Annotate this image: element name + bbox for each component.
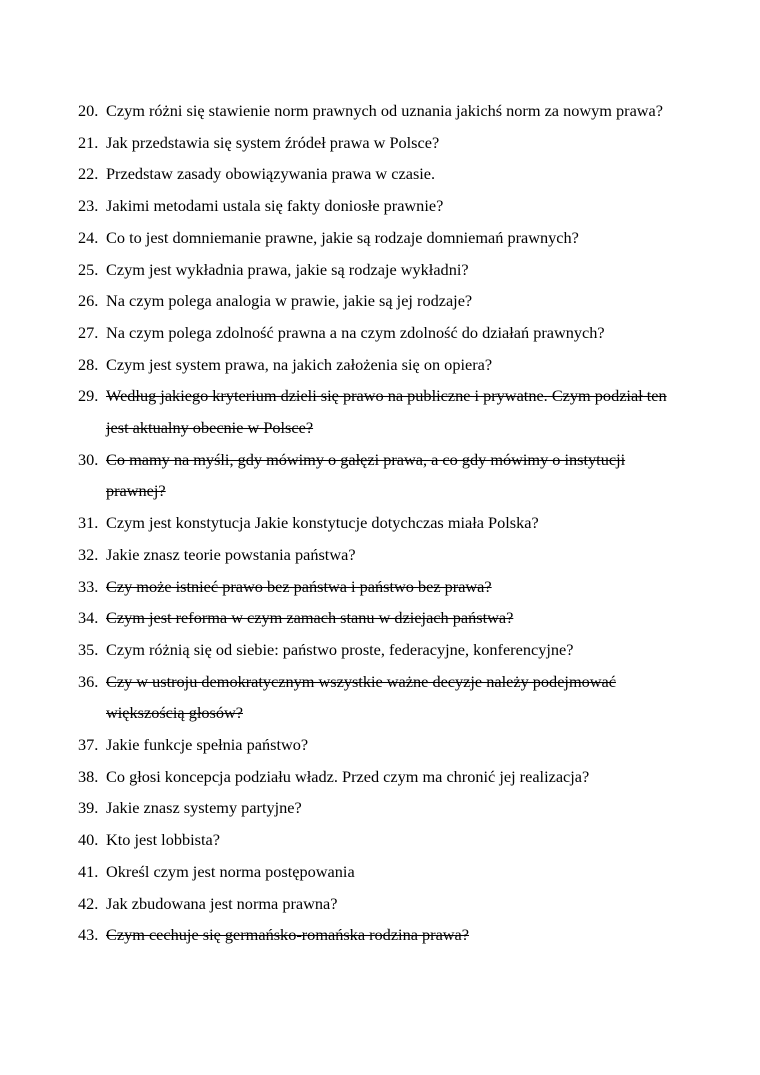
question-text: Jakimi metodami ustala się fakty doniosłe prawnie? (106, 196, 444, 216)
question-number: 25. (78, 259, 99, 279)
question-27 (78, 317, 678, 349)
question-text: Jak przedstawia się system źródeł prawa w Polsce? (106, 132, 440, 152)
question-25 (78, 254, 678, 286)
question-33 (78, 571, 678, 603)
question-text: Czy w ustroju demokratycznym wszystkie ważne decyzje należy podejmować większością głosów? (106, 671, 616, 723)
question-number: 38. (78, 766, 99, 786)
question-number: 37. (78, 735, 99, 755)
question-34 (78, 602, 678, 634)
question-number: 27. (78, 322, 99, 342)
question-number: 33. (78, 576, 99, 596)
question-text: Czy może istnieć prawo bez państwa i państwo bez prawa? (106, 576, 492, 596)
question-text: Czym jest reforma w czym zamach stanu w dziejach państwa? (106, 608, 514, 628)
question-text: Jakie znasz teorie powstania państwa? (106, 544, 356, 564)
question-26 (78, 285, 678, 317)
question-text: Co mamy na myśli, gdy mówimy o gałęzi prawa, a co gdy mówimy o instytucji prawnej? (106, 449, 626, 501)
question-text: Przedstaw zasady obowiązywania prawa w czasie. (106, 164, 436, 184)
question-number: 35. (78, 639, 99, 659)
question-text: Czym różni się stawienie norm prawnych od uznania jakichś norm za nowym prawa? (106, 101, 664, 120)
question-29 (78, 380, 678, 443)
question-text: Na czym polega zdolność prawna a na czym zdolność do działań prawnych? (106, 322, 605, 342)
question-39 (78, 792, 678, 824)
question-38 (78, 761, 678, 793)
question-text: Według jakiego kryterium dzieli się prawo na publiczne i prywatne. Czym podział ten jest aktualny obecnie w Polsce? (106, 386, 667, 438)
question-number: 42. (78, 893, 99, 913)
question-text: Czym jest konstytucja Jakie konstytucje dotychczas miała Polska? (106, 513, 539, 533)
question-number: 20. (78, 101, 99, 120)
question-number: 26. (78, 291, 99, 311)
question-28 (78, 349, 678, 381)
question-24 (78, 222, 678, 254)
question-number: 30. (78, 449, 99, 469)
question-number: 21. (78, 132, 99, 152)
question-text: Czym różnią się od siebie: państwo proste, federacyjne, konferencyjne? (106, 639, 574, 659)
question-32 (78, 539, 678, 571)
question-text: Co głosi koncepcja podziału władz. Przed czym ma chronić jej realizacja? (106, 766, 590, 786)
question-number: 41. (78, 861, 99, 881)
question-36 (78, 666, 678, 729)
question-number: 36. (78, 671, 99, 691)
question-text: Czym jest system prawa, na jakich założenia się on opiera? (106, 354, 493, 374)
question-number: 29. (78, 386, 99, 406)
question-43 (78, 919, 678, 951)
question-text: Co to jest domniemanie prawne, jakie są rodzaje domniemań prawnych? (106, 227, 579, 247)
question-number: 34. (78, 608, 99, 628)
question-text: Czym jest wykładnia prawa, jakie są rodzaje wykładni? (106, 259, 469, 279)
question-list (78, 95, 678, 951)
question-40 (78, 824, 678, 856)
question-number: 28. (78, 354, 99, 374)
question-number: 31. (78, 513, 99, 533)
question-37 (78, 729, 678, 761)
question-30 (78, 444, 678, 507)
question-text: Określ czym jest norma postępowania (106, 861, 355, 881)
question-number: 39. (78, 798, 99, 818)
question-text: Kto jest lobbista? (106, 830, 220, 850)
question-35 (78, 634, 678, 666)
question-number: 22. (78, 164, 99, 184)
question-text: Jakie funkcje spełnia państwo? (106, 735, 309, 755)
question-31 (78, 507, 678, 539)
question-number: 40. (78, 830, 99, 850)
question-number: 43. (78, 925, 99, 945)
question-21 (78, 127, 678, 159)
question-text: Jakie znasz systemy partyjne? (106, 798, 302, 818)
question-20 (78, 95, 678, 127)
question-text: Czym cechuje się germańsko-romańska rodzina prawa? (106, 925, 470, 945)
question-number: 32. (78, 544, 99, 564)
question-41 (78, 856, 678, 888)
question-text: Jak zbudowana jest norma prawna? (106, 893, 338, 913)
question-23 (78, 190, 678, 222)
question-number: 24. (78, 227, 99, 247)
question-text: Na czym polega analogia w prawie, jakie są jej rodzaje? (106, 291, 473, 311)
question-22 (78, 158, 678, 190)
question-number: 23. (78, 196, 99, 216)
question-42 (78, 888, 678, 920)
